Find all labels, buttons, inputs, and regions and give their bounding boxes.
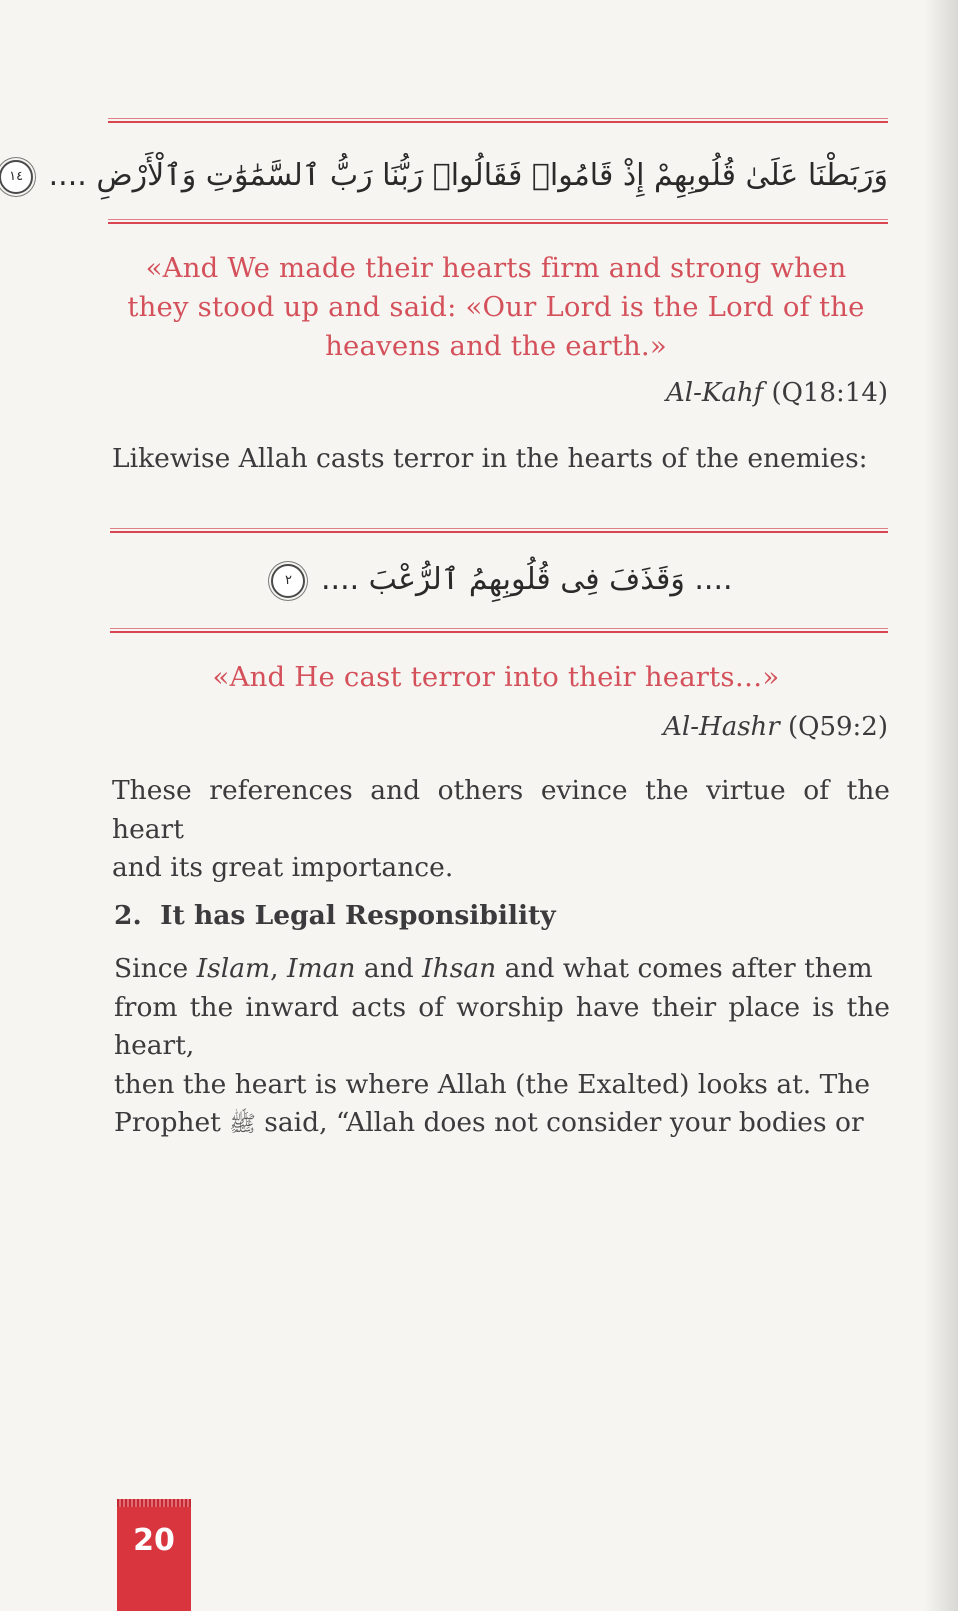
section-title: It has Legal Responsibility	[160, 900, 556, 931]
quote1-bottom-rule	[108, 219, 888, 225]
page-tab-hatch	[117, 1499, 191, 1507]
quote2-surah-name: Al-Hashr	[663, 712, 780, 742]
quote1-translation-line: «And We made their hearts firm and strong when	[145, 252, 847, 284]
quote2-top-rule	[110, 528, 888, 534]
page-number: 20	[133, 1523, 175, 1558]
quote2-reference	[500, 712, 888, 742]
verse-number-marker-icon: ٢	[271, 564, 305, 598]
paragraph-legal-responsibility	[114, 950, 890, 1145]
quote1-arabic-verse	[9, 158, 888, 194]
quote1-arabic-text: وَرَبَطْنَا عَلَىٰ قُلُوبِهِمْ إِذْ قَامُوا۟ فَقَالُوا۟ رَبُّنَا رَبُّ ٱلسَّمَٰوَٰتِ وَٱلْأَرْضِ ....	[48, 158, 888, 193]
paragraph-line: then the heart is where Allah (the Exalted) looks at. The	[114, 1068, 871, 1100]
quote1-surah-name: Al-Kahf	[666, 378, 764, 408]
quote1-translation	[120, 249, 872, 366]
paragraph-line: Prophet ﷺ said, “Allah does not consider your bodies or	[114, 1107, 864, 1138]
verse-number-marker-icon: ١٤	[0, 160, 33, 194]
salawat-honorific-icon: ﷺ	[229, 1112, 256, 1137]
page-number-tab	[117, 1499, 191, 1611]
page-gutter-shadow	[924, 0, 958, 1611]
quote1-translation-line: heavens and the earth.»	[325, 330, 667, 362]
quote2-bottom-rule	[110, 628, 888, 634]
quote1-translation-line: they stood up and said: «Our Lord is the Lord of the	[127, 291, 865, 323]
quote1-verse-ref: (Q18:14)	[771, 378, 888, 408]
quote2-verse-ref: (Q59:2)	[788, 712, 888, 742]
quote2-arabic-verse	[110, 562, 888, 598]
section-heading	[114, 900, 556, 931]
paragraph-line: from the inward acts of worship have their place is the heart,	[114, 991, 890, 1061]
quote2-translation	[120, 658, 872, 697]
paragraph-line: Since Islam, Iman and Ihsan and what comes after them	[114, 953, 873, 984]
paragraph-terror-intro: Likewise Allah casts terror in the hearts of the enemies:	[112, 443, 868, 474]
quote1-top-rule	[108, 118, 888, 124]
quote2-arabic-text: .... وَقَذَفَ فِى قُلُوبِهِمُ ٱلرُّعْبَ ....	[321, 562, 733, 597]
section-number: 2.	[114, 900, 142, 931]
quote2-translation-line: «And He cast terror into their hearts…»	[212, 661, 780, 693]
paragraph-virtue-of-heart: These references and others evince the virtue of the heart and its great importance.	[112, 775, 890, 883]
quote1-reference	[500, 378, 888, 408]
